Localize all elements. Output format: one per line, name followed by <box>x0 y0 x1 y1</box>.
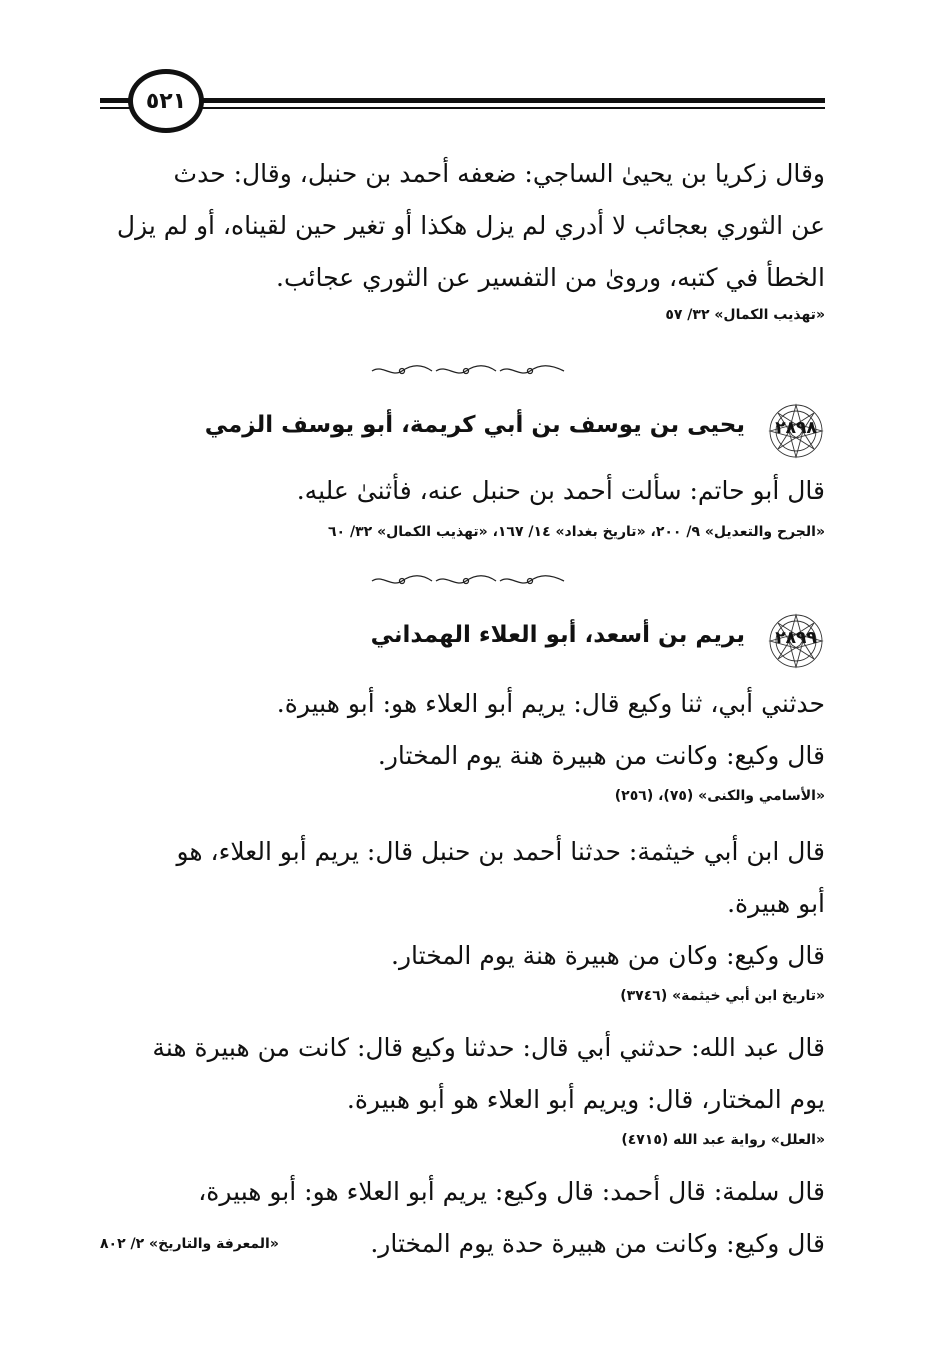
text-line: الخطأ في كتبه، ورویٰ من التفسير عن الثوري عجائب. <box>276 263 825 292</box>
source-citation: «المعرفة والتاريخ» ٢/ ٨٠٢ <box>100 1236 279 1252</box>
text-line: قال وكيع: وكانت من هبيرة حدة يوم المختار. <box>370 1229 825 1258</box>
paragraph-ibn-abi-khaythama <box>100 826 825 982</box>
text-line: قال وكيع: وكانت من هبيرة هنة يوم المختار. <box>377 741 825 770</box>
source-citation: «العلل» رواية عبد الله (٤٧١٥) <box>621 1132 825 1148</box>
paragraph-abdullah <box>100 1022 825 1126</box>
text-line: قال أبو حاتم: سألت أحمد بن حنبل عنه، فأثنىٰ عليه. <box>296 476 825 505</box>
section-divider-ornament <box>368 364 568 378</box>
text-line: قال سلمة: قال أحمد: قال وكيع: يريم أبو العلاء هو: أبو هبيرة، <box>198 1177 825 1206</box>
source-citation: «الجرح والتعديل» ٩/ ٢٠٠، «تاريخ بغداد» ١٤/ ١٦٧، «تهذيب الكمال» ٣٢/ ٦٠ <box>328 524 825 540</box>
source-citation: «الأسامي والكنى» (٧٥)، (٢٥٦) <box>614 788 825 804</box>
entry-2899-heading <box>100 612 825 672</box>
page-number-badge <box>128 69 204 133</box>
paragraph-abu-hatim <box>100 465 825 517</box>
paragraph-zakariya <box>100 148 825 304</box>
entry-title: يحيى بن يوسف بن أبي كريمة، أبو يوسف الزمي <box>204 412 745 438</box>
page-number: ٥٢١ <box>145 88 187 114</box>
entry-number: ٢٨٩٨ <box>775 418 817 438</box>
header-rule-thin <box>100 107 825 109</box>
text-line: حدثني أبي، ثنا وكيع قال: يريم أبو العلاء هو: أبو هبيرة. <box>276 689 825 718</box>
entry-2898-heading <box>100 402 825 462</box>
paragraph-salama <box>100 1166 825 1270</box>
text-line: أبو هبيرة. <box>727 889 825 918</box>
text-line: قال ابن أبي خيثمة: حدثنا أحمد بن حنبل قال: يريم أبو العلاء، هو <box>176 837 825 866</box>
paragraph-haddathani-abi <box>100 678 825 782</box>
text-line: قال وكيع: وكان من هبيرة هنة يوم المختار. <box>391 941 825 970</box>
header-rule-thick <box>100 98 825 103</box>
source-citation: «تاريخ ابن أبي خيثمة» (٣٧٤٦) <box>620 988 825 1004</box>
page-header <box>100 64 825 134</box>
text-line: عن الثوري بعجائب لا أدري لم يزل هكذا أو تغير حين لقيناه، أو لم يزل <box>116 211 825 240</box>
text-line: قال عبد الله: حدثني أبي قال: حدثنا وكيع قال: كانت من هبيرة هنة <box>152 1033 825 1062</box>
entry-number: ٢٨٩٩ <box>775 628 817 648</box>
source-citation: «تهذيب الكمال» ٣٢/ ٥٧ <box>665 307 825 323</box>
entry-number-badge <box>767 612 825 670</box>
text-line: وقال زكريا بن يحيىٰ الساجي: ضعفه أحمد بن حنبل، وقال: حدث <box>173 159 825 188</box>
text-line: يوم المختار، قال: ويريم أبو العلاء هو أبو هبيرة. <box>346 1085 825 1114</box>
entry-number-badge <box>767 402 825 460</box>
section-divider-ornament <box>368 574 568 588</box>
entry-title: يريم بن أسعد، أبو العلاء الهمداني <box>370 622 745 648</box>
